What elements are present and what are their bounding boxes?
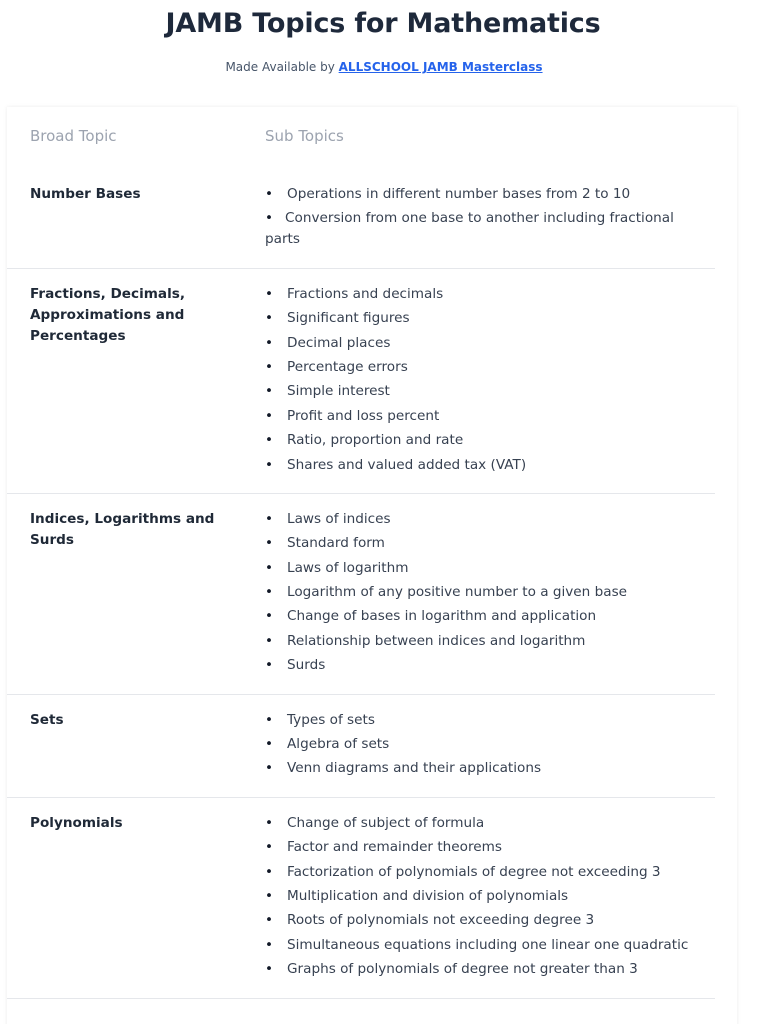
sub-topic-text: Percentage errors: [287, 358, 408, 375]
bullet-icon: •: [265, 863, 274, 880]
bullet-icon: •: [265, 407, 274, 424]
sub-topics-cell: [242, 169, 715, 268]
sub-topic-text: Factor and remainder theorems: [287, 839, 502, 856]
sub-topics-cell: [242, 493, 715, 694]
sub-topic-text: Change of subject of formula: [287, 814, 485, 831]
sub-topic-text: Standard form: [287, 535, 385, 552]
table-row: [7, 493, 715, 694]
sub-topic-item: [265, 606, 693, 627]
table-row: [7, 169, 715, 268]
bullet-icon: •: [265, 334, 274, 351]
sub-topic-item: [265, 582, 693, 603]
table-row: [7, 694, 715, 797]
bullet-icon: •: [265, 632, 274, 649]
column-header-broad-topic: Broad Topic: [30, 127, 117, 145]
sub-topic-item: [265, 333, 693, 354]
sub-topic-item: [265, 381, 693, 402]
table-body: [7, 169, 715, 998]
sub-topic-item: [265, 406, 693, 427]
sub-topic-text: Multiplication and division of polynomials: [287, 887, 569, 904]
sub-topic-item: [265, 862, 693, 883]
bullet-icon: •: [265, 358, 274, 375]
sub-topic-text: Relationship between indices and logarithm: [287, 632, 586, 649]
sub-topic-item: [265, 455, 693, 476]
sub-topic-item: [265, 184, 693, 205]
sub-topic-item: [265, 758, 693, 779]
bullet-icon: •: [265, 657, 274, 674]
byline: [0, 60, 768, 74]
broad-topic-cell: Indices, Logarithms and Surds: [7, 493, 242, 694]
sub-topic-text: Change of bases in logarithm and application: [287, 608, 597, 625]
sub-topics-cell: [242, 694, 715, 797]
sub-topic-item: [265, 430, 693, 451]
sub-topic-text: Simultaneous equations including one linear one quadratic: [287, 936, 689, 953]
sub-topic-item: [265, 631, 693, 652]
sub-topic-text: Profit and loss percent: [287, 407, 440, 424]
sub-topic-text: Ratio, proportion and rate: [287, 432, 464, 449]
sub-topic-item: [265, 533, 693, 554]
sub-topic-item: [265, 509, 693, 530]
sub-topic-text: Laws of logarithm: [287, 559, 409, 576]
sub-topic-text: Conversion from one base to another including fractional parts: [265, 210, 674, 248]
bullet-icon: •: [265, 912, 274, 929]
bullet-icon: •: [265, 559, 274, 576]
broad-topic-cell: Fractions, Decimals, Approximations and Percentages: [7, 268, 242, 493]
sub-topic-text: Surds: [287, 657, 326, 674]
table-header-row: [7, 107, 715, 169]
bullet-icon: •: [265, 210, 274, 227]
bullet-icon: •: [265, 887, 274, 904]
sub-topic-text: Logarithm of any positive number to a given base: [287, 584, 628, 601]
table-row: [7, 268, 715, 493]
bullet-icon: •: [265, 736, 274, 753]
bullet-icon: •: [265, 608, 274, 625]
sub-topic-item: [265, 910, 693, 931]
sub-topic-item: [265, 837, 693, 858]
sub-topic-text: Fractions and decimals: [287, 285, 444, 302]
bullet-icon: •: [265, 814, 274, 831]
sub-topic-item: [265, 655, 693, 676]
sub-topic-text: Shares and valued added tax (VAT): [287, 456, 527, 473]
sub-topic-text: Algebra of sets: [287, 736, 390, 753]
sub-topic-text: Operations in different number bases from 2 to 10: [287, 186, 631, 202]
bullet-icon: •: [265, 936, 274, 953]
broad-topic-cell: Sets: [7, 694, 242, 797]
page-title: JAMB Topics for Mathematics: [165, 8, 601, 39]
bullet-icon: •: [265, 760, 274, 777]
sub-topics-cell: [242, 268, 715, 493]
sub-topic-item: [265, 886, 693, 907]
topics-card: [7, 107, 737, 1024]
bullet-icon: •: [265, 839, 274, 856]
bullet-icon: •: [265, 186, 274, 202]
topics-table: [7, 107, 715, 999]
bullet-icon: •: [265, 961, 274, 978]
sub-topic-item: [265, 734, 693, 755]
sub-topic-text: Decimal places: [287, 334, 391, 351]
bullet-icon: •: [265, 310, 274, 327]
bullet-icon: •: [265, 383, 274, 400]
broad-topic-cell: Polynomials: [7, 797, 242, 998]
sub-topic-item: [265, 813, 693, 834]
bullet-icon: •: [265, 584, 274, 601]
sub-topic-text: Graphs of polynomials of degree not greater than 3: [287, 961, 638, 978]
bullet-icon: •: [265, 456, 274, 473]
broad-topic-cell: Number Bases: [7, 169, 242, 268]
sub-topic-item: [265, 710, 693, 731]
sub-topic-item: [265, 959, 693, 980]
table-row: [7, 797, 715, 998]
sub-topic-item: [265, 357, 693, 378]
sub-topic-text: Significant figures: [287, 310, 410, 327]
sub-topic-item: [265, 308, 693, 329]
sub-topic-text: Types of sets: [287, 711, 375, 728]
byline-prefix: Made Available by: [225, 60, 339, 74]
sub-topic-text: Laws of indices: [287, 510, 391, 527]
bullet-icon: •: [265, 535, 274, 552]
sub-topic-item: [265, 558, 693, 579]
sub-topic-item: [265, 284, 693, 305]
bullet-icon: •: [265, 285, 274, 302]
sub-topic-text: Factorization of polynomials of degree not exceeding 3: [287, 863, 661, 880]
sub-topic-text: Roots of polynomials not exceeding degree 3: [287, 912, 595, 929]
masterclass-link[interactable]: ALLSCHOOL JAMB Masterclass: [338, 60, 543, 74]
sub-topic-text: Venn diagrams and their applications: [287, 760, 542, 777]
bullet-icon: •: [265, 510, 274, 527]
bullet-icon: •: [265, 432, 274, 449]
sub-topic-item: [265, 935, 693, 956]
sub-topics-cell: [242, 797, 715, 998]
sub-topic-item: [265, 208, 693, 250]
bullet-icon: •: [265, 711, 274, 728]
sub-topic-text: Simple interest: [287, 383, 390, 400]
column-header-sub-topics: Sub Topics: [265, 127, 344, 145]
